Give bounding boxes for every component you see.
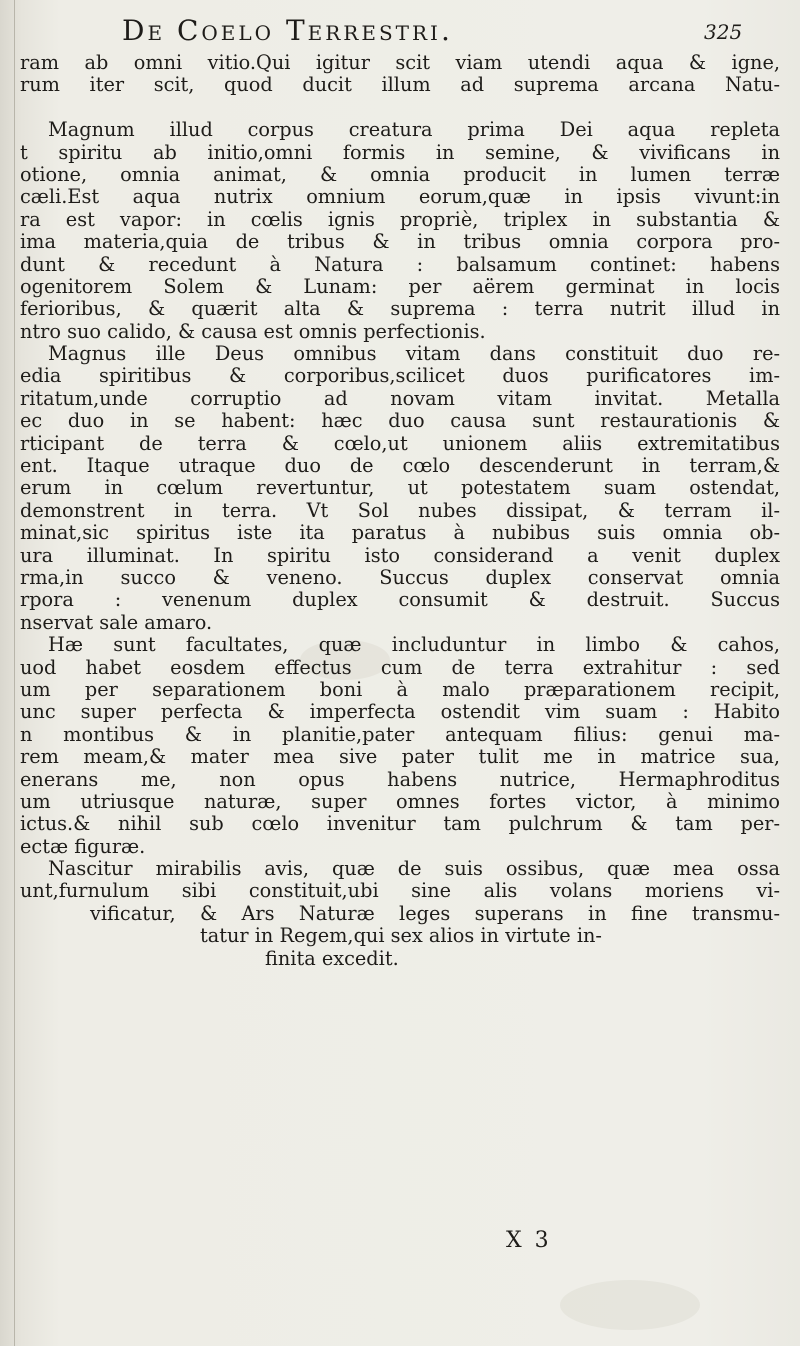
text-line: vificatur, & Ars Naturæ leges superans in fine transmu- [90,902,780,925]
text-line: ima materia,quia de tribus & in tribus omnia corpora pro- [20,231,780,254]
text-line: finita excedit. [265,947,399,970]
text-line: unt,furnulum sibi constituit,ubi sine alis volans moriens vi- [20,880,780,903]
text-line: unc super perfecta & imperfecta ostendit vim suam : Habito [20,701,780,724]
body-text [20,52,780,970]
text-line: um utriusque naturæ, super omnes fortes victor, à minimo [20,790,780,813]
text-line: ra est vapor: in cœlis ignis propriè, triplex in substantia & [20,208,780,231]
text-line: ectæ figuræ. [20,835,146,858]
text-line: cæli.Est aqua nutrix omnium eorum,quæ in ipsis vivunt:in [20,186,780,209]
binding-gutter [14,0,15,1346]
text-line: dunt & recedunt à Natura : balsamum continet: habens [20,253,780,276]
text-line: nservat sale amaro. [20,611,213,634]
text-line: demonstrent in terra. Vt Sol nubes dissipat, & terram il- [20,499,780,522]
text-line: tatur in Regem,qui sex alios in virtute in- [200,925,602,948]
text-line: rem meam,& mater mea sive pater tulit me in matrice sua, [20,746,780,769]
text-line: ritatum,unde corruptio ad novam vitam invitat. Metalla [20,387,780,410]
text-line: rticipant de terra & cœlo,ut unionem aliis extremitatibus [20,432,780,455]
text-line: rpora : venenum duplex consumit & destruit. Succus [20,589,780,612]
paragraph-start: Hæ sunt facultates, quæ includuntur in limbo & cahos, [48,634,780,657]
text-line: ferioribus, & quærit alta & suprema : terra nutrit illud in [20,298,780,321]
text-line: erum in cœlum revertuntur, ut potestatem suam ostendat, [20,477,780,500]
text-line: t spiritu ab initio,omni formis in semine, & vivificans in [20,141,780,164]
text-line: otione, omnia animat, & omnia producit in lumen terræ [20,163,780,186]
text-line: rma,in succo & veneno. Succus duplex conservat omnia [20,566,780,589]
text-line: ntro suo calido, & causa est omnis perfectionis. [20,320,486,343]
paper-stain [560,1280,700,1330]
text-line: n montibus & in planitie,pater antequam filius: genui ma- [20,723,780,746]
text-line: minat,sic spiritus iste ita paratus à nubibus suis omnia ob- [20,522,780,545]
text-line: edia spiritibus & corporibus,scilicet duos purificatores im- [20,365,780,388]
page-number: 325 [704,20,743,44]
text-line: ictus.& nihil sub cœlo invenitur tam pulchrum & tam per- [20,813,780,836]
text-line: ram ab omni vitio.Qui igitur scit viam utendi aqua & igne, [20,52,780,74]
paragraph-start: Magnus ille Deus omnibus vitam dans constituit duo re- [48,343,780,366]
text-line [20,97,780,119]
text-line: um per separationem boni à malo præparationem recipit, [20,678,780,701]
signature-mark: X 3 [506,1228,552,1253]
text-line: uod habet eosdem effectus cum de terra extrahitur : sed [20,656,780,679]
paragraph-start: Nascitur mirabilis avis, quæ de suis ossibus, quæ mea ossa [48,858,780,881]
text-line: ura illuminat. In spiritu isto considerand a venit duplex [20,544,780,567]
running-title: De Coelo Terrestri. [122,14,453,47]
paragraph-start: Magnum illud corpus creatura prima Dei aqua repleta [48,119,780,142]
text-line: ogenitorem Solem & Lunam: per aërem germinat in locis [20,275,780,298]
text-line: enerans me, non opus habens nutrice, Hermaphroditus [20,768,780,791]
text-line: ec duo in se habent: hæc duo causa sunt restaurationis & [20,410,780,433]
text-line: ent. Itaque utraque duo de cœlo descenderunt in terram,& [20,455,780,478]
page-header [0,14,800,50]
text-line: rum iter scit, quod ducit illum ad suprema arcana Natu- [20,74,780,97]
